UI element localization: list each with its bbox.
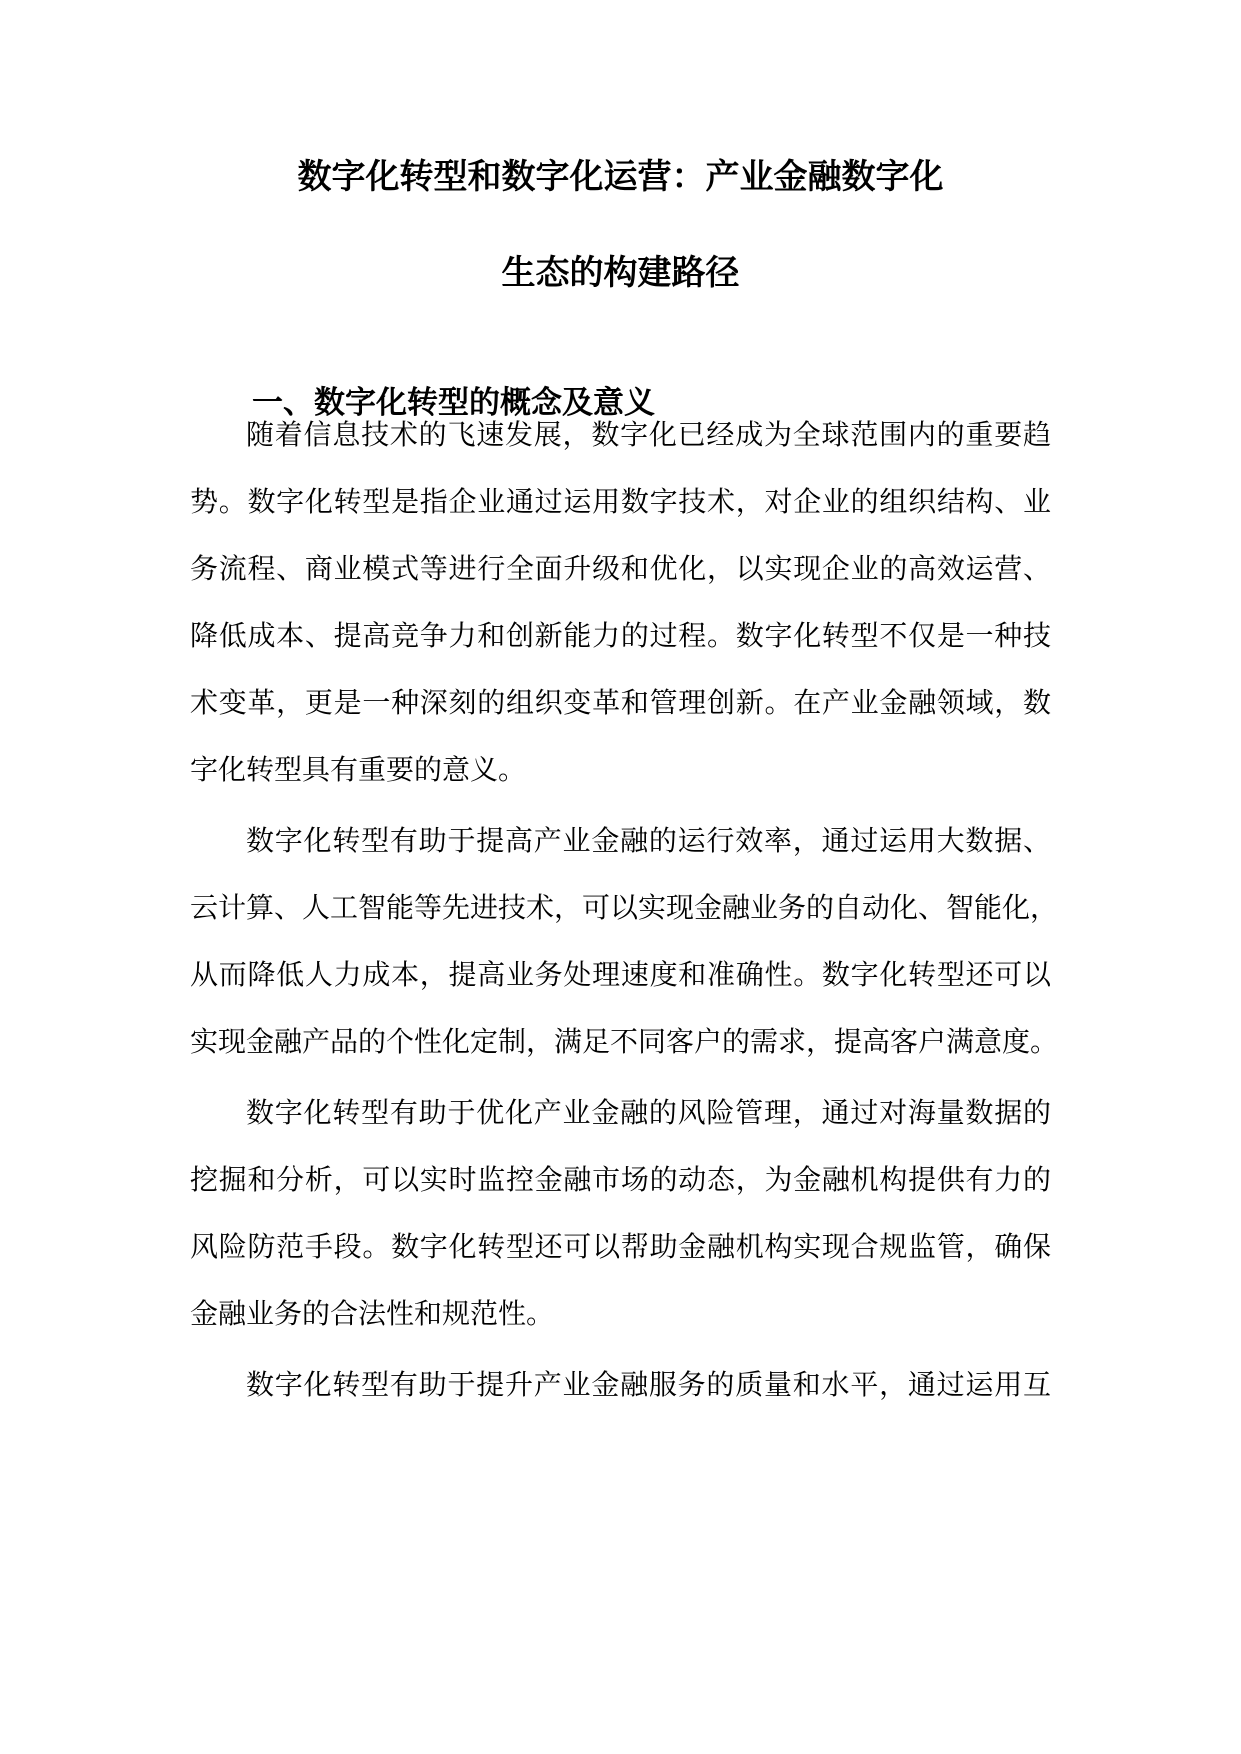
- paragraph-4-line-1: 数字化转型有助于提升产业金融服务的质量和水平，通过运用互: [246, 1368, 1051, 1401]
- paragraph-2-line-2: 云计算、人工智能等先进技术，可以实现金融业务的自动化、智能化，: [190, 891, 1059, 924]
- paragraph-3-line-1: 数字化转型有助于优化产业金融的风险管理，通过对海量数据的: [246, 1096, 1051, 1129]
- paragraph-1-line-3: 务流程、商业模式等进行全面升级和优化，以实现企业的高效运营、: [190, 552, 1051, 585]
- paragraph-3-line-2: 挖掘和分析，可以实时监控金融市场的动态，为金融机构提供有力的: [190, 1163, 1051, 1196]
- paragraph-1-line-2: 势。数字化转型是指企业通过运用数字技术，对企业的组织结构、业: [190, 485, 1051, 518]
- paragraph-2-line-4: 实现金融产品的个性化定制，满足不同客户的需求，提高客户满意度。: [190, 1025, 1059, 1058]
- paragraph-1-line-6: 字化转型具有重要的意义。: [190, 753, 527, 786]
- paragraph-3-line-4: 金融业务的合法性和规范性。: [190, 1297, 555, 1330]
- paragraph-1-line-1: 随着信息技术的飞速发展，数字化已经成为全球范围内的重要趋: [246, 418, 1051, 451]
- paragraph-1-line-4: 降低成本、提高竞争力和创新能力的过程。数字化转型不仅是一种技: [190, 619, 1051, 652]
- paragraph-1-line-5: 术变革，更是一种深刻的组织变革和管理创新。在产业金融领域，数: [190, 686, 1051, 719]
- document-title-line-1: 数字化转型和数字化运营：产业金融数字化: [297, 157, 944, 197]
- paragraph-3-line-3: 风险防范手段。数字化转型还可以帮助金融机构实现合规监管，确保: [190, 1230, 1051, 1263]
- document-title-line-2: 生态的构建路径: [501, 253, 740, 293]
- paragraph-2-line-3: 从而降低人力成本，提高业务处理速度和准确性。数字化转型还可以: [190, 958, 1051, 991]
- paragraph-2-line-1: 数字化转型有助于提高产业金融的运行效率，通过运用大数据、: [246, 824, 1051, 857]
- section-heading: 一、数字化转型的概念及意义: [252, 385, 655, 421]
